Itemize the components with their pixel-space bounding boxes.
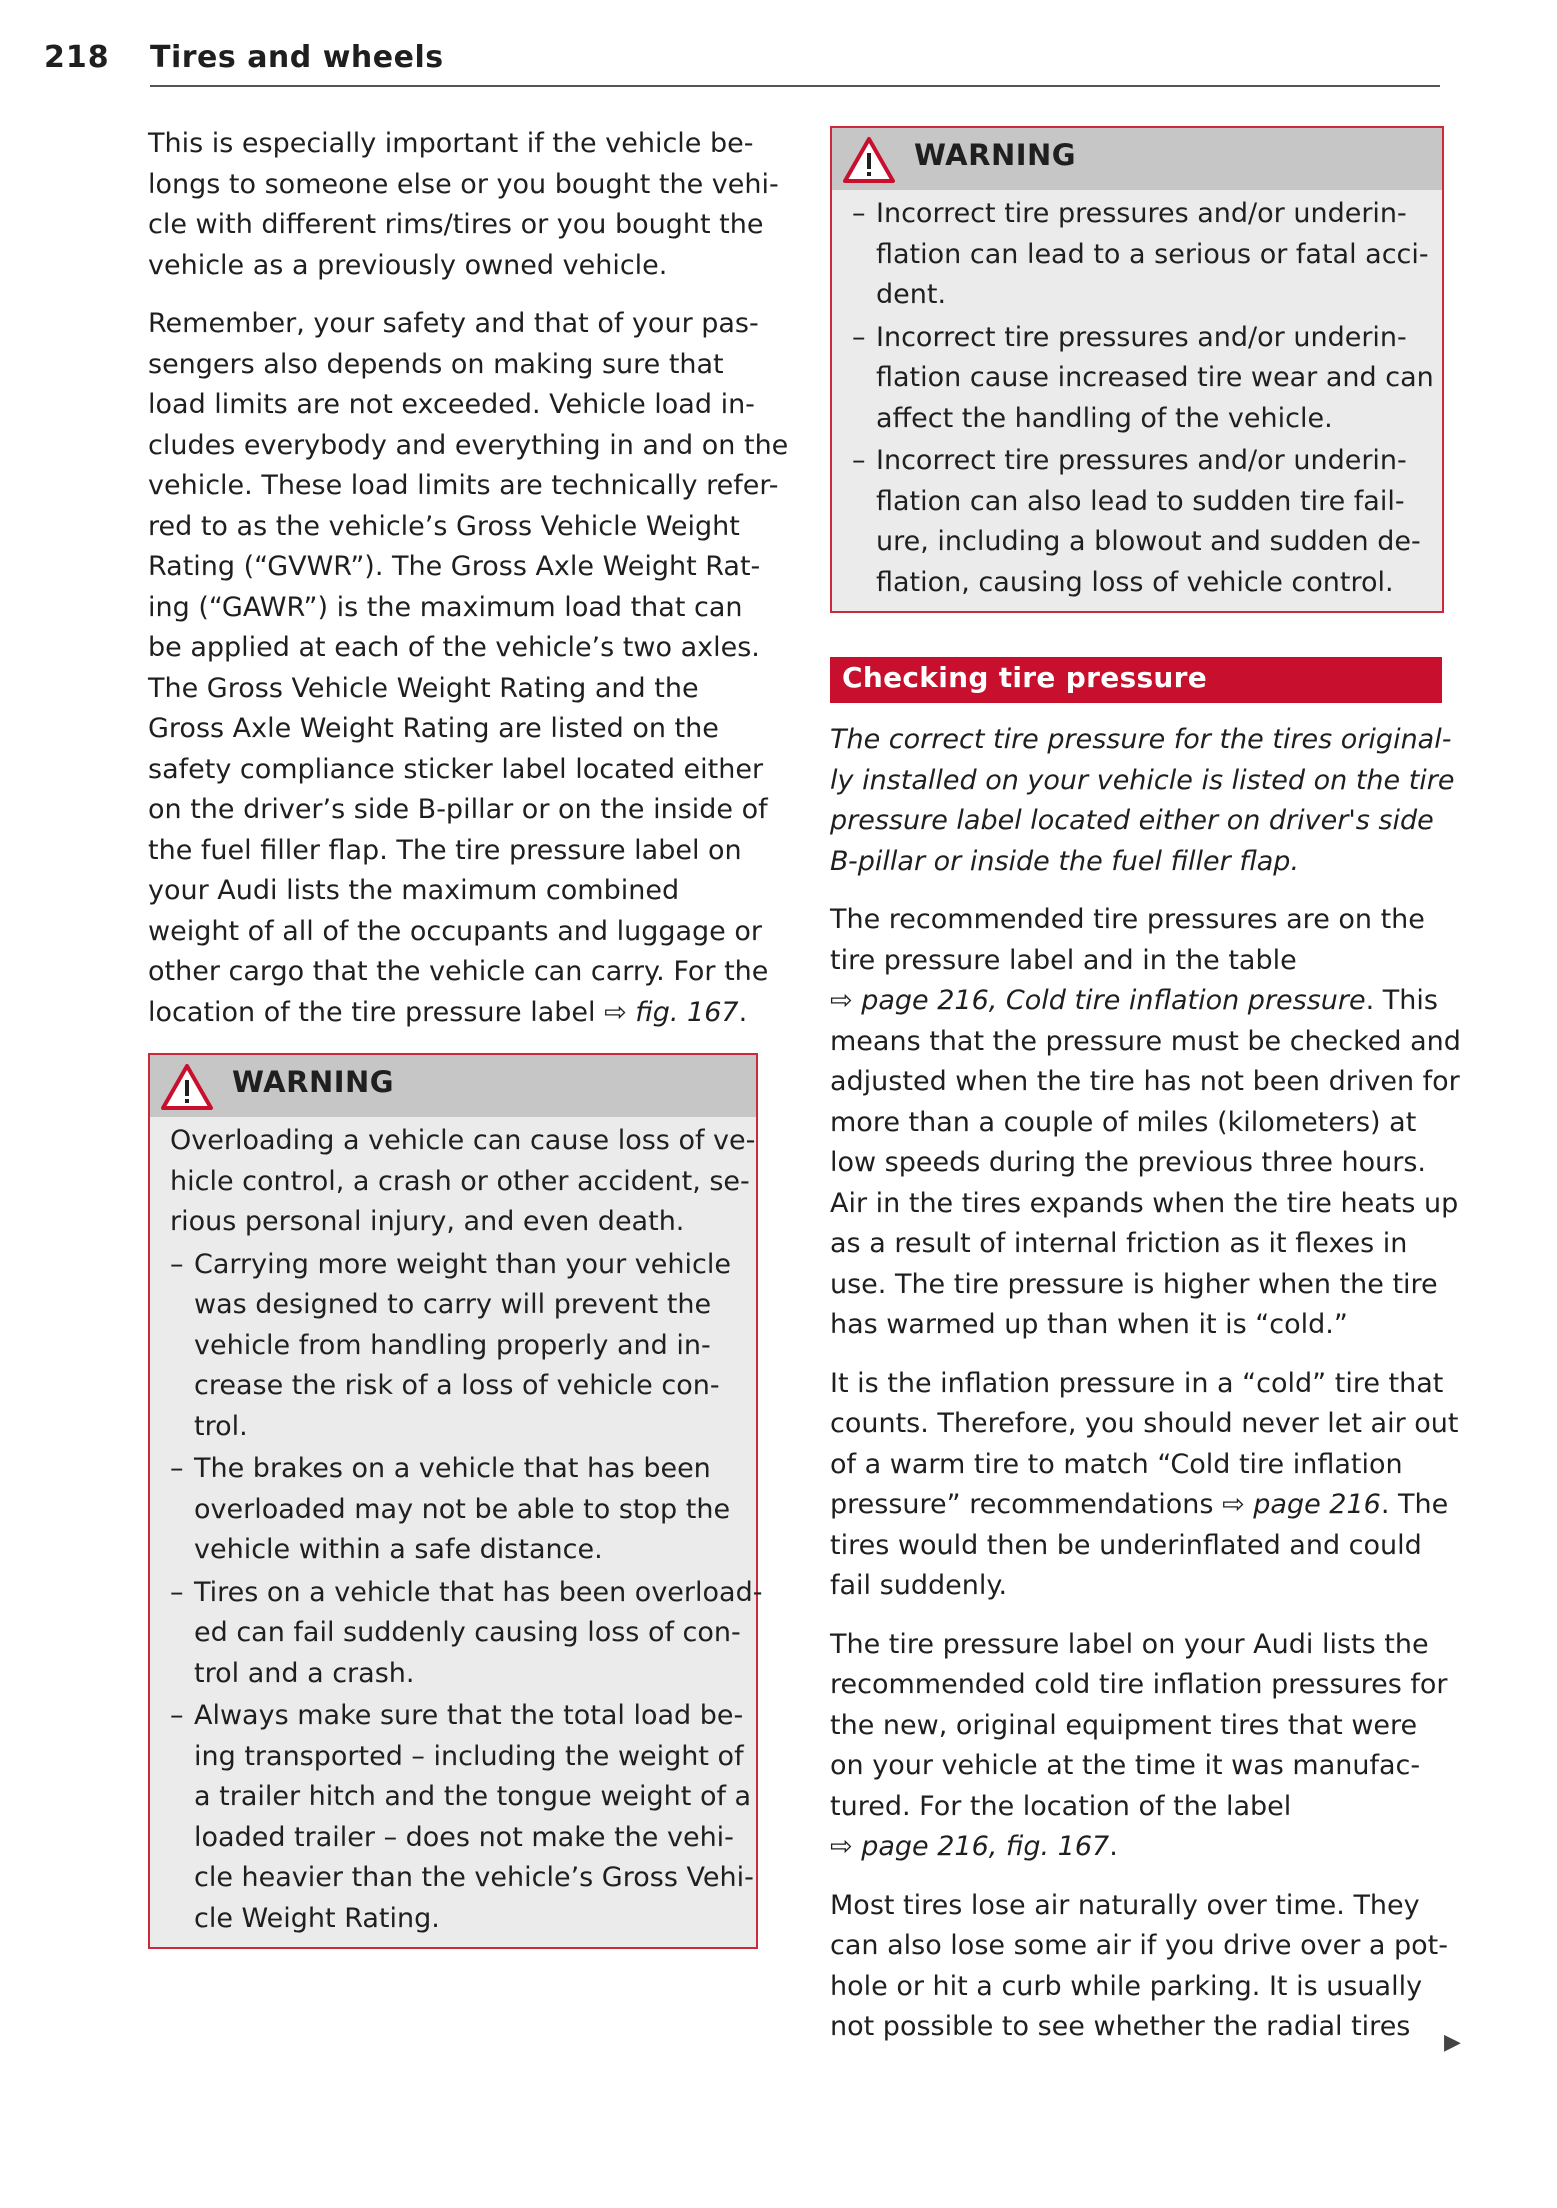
warning-box-overloading bbox=[148, 1053, 763, 1949]
warning-list bbox=[170, 1245, 763, 1940]
text-line bbox=[830, 1827, 1450, 1868]
section-heading: Checking tire pressure bbox=[842, 661, 1208, 694]
text-line: The correct tire pressure for the tires original- bbox=[830, 724, 1452, 755]
text-line: flation can lead to a serious or fatal acci- bbox=[876, 238, 1429, 270]
text-line: was designed to carry will prevent the bbox=[194, 1289, 712, 1320]
text-line: The tire pressure label on your Audi lists the bbox=[830, 1628, 1429, 1660]
text-line: on the driver’s side B-pillar or on the inside of bbox=[148, 794, 768, 825]
section-heading-bar bbox=[830, 657, 1442, 703]
text-line: ed can fail suddenly causing loss of con- bbox=[194, 1617, 741, 1648]
text-run: . This bbox=[1365, 985, 1438, 1016]
text-line: flation, causing loss of vehicle control. bbox=[876, 566, 1394, 598]
text-line: loaded trailer – does not make the vehi- bbox=[194, 1821, 734, 1853]
header-rule bbox=[150, 85, 1440, 87]
text-line: use. The tire pressure is higher when the tire bbox=[830, 1268, 1438, 1300]
text-line: counts. Therefore, you should never let air out bbox=[830, 1408, 1459, 1439]
text-run: . The bbox=[1380, 1489, 1449, 1520]
text-line: hicle control, a crash or other accident, se- bbox=[170, 1165, 750, 1197]
left-column bbox=[148, 124, 789, 1051]
list-item: – Always make sure that the total load be- ing transported – including the weight of a trailer hitch and the tongue weight of a loaded trailer – does not make the vehi- cle heavier than the vehicle’s Gross Vehi- cle Weight Rating. bbox=[170, 1696, 746, 1939]
text-line: sengers also depends on making sure that bbox=[148, 348, 724, 380]
text-line: vehicle as a previously owned vehicle. bbox=[148, 249, 668, 281]
text-line: has warmed up than when it is “cold.” bbox=[830, 1309, 1348, 1340]
text-line: pressure label located either on driver's side bbox=[830, 805, 1434, 836]
text-line: red to as the vehicle’s Gross Vehicle Weight bbox=[148, 510, 740, 542]
text-line: a trailer hitch and the tongue weight of a bbox=[194, 1781, 752, 1812]
warning-body bbox=[150, 1117, 763, 1947]
warning-list bbox=[852, 194, 1432, 603]
left-paragraph-1 bbox=[148, 124, 779, 286]
page-number: 218 bbox=[44, 40, 110, 75]
list-item: – Carrying more weight than your vehicle was designed to carry will prevent the vehicle from handling properly and in- crease the risk of a loss of vehicle con- trol. bbox=[170, 1245, 746, 1448]
continue-arrow-icon[interactable]: ▶ bbox=[1444, 2030, 1461, 2055]
warning-triangle-icon bbox=[160, 1063, 214, 1111]
warning-box-tire-pressure bbox=[830, 126, 1444, 613]
text-line: The recommended tire pressures are on the bbox=[830, 904, 1425, 935]
warning-title: WARNING bbox=[914, 138, 1077, 172]
text-line: low speeds during the previous three hours. bbox=[830, 1147, 1427, 1178]
page-header bbox=[44, 40, 1440, 88]
text-line: be applied at each of the vehicle’s two axles. bbox=[148, 632, 760, 663]
text-line: overloaded may not be able to stop the bbox=[194, 1493, 731, 1525]
text-line: ing (“GAWR”) is the maximum load that can bbox=[148, 591, 743, 623]
text-line: as a result of internal friction as it flexes in bbox=[830, 1228, 1408, 1259]
page-reference-link[interactable]: ⇨ page 216, fig. 167 bbox=[830, 1831, 1110, 1862]
text-line: cludes everybody and everything in and on the bbox=[148, 429, 789, 461]
text-line: trol. bbox=[194, 1410, 248, 1442]
text-line: Rating (“GVWR”). The Gross Axle Weight Rat- bbox=[148, 551, 761, 582]
text-line: tire pressure label and in the table bbox=[830, 944, 1297, 976]
right-paragraph-1 bbox=[830, 900, 1461, 1346]
text-line: of a warm tire to match “Cold tire inflation bbox=[830, 1448, 1403, 1480]
text-line: other cargo that the vehicle can carry. For the bbox=[148, 956, 769, 987]
text-line: recommended cold tire inflation pressures for bbox=[830, 1669, 1448, 1700]
text-line: vehicle from handling properly and in- bbox=[194, 1329, 711, 1361]
text-line: not possible to see whether the radial tires bbox=[830, 2011, 1411, 2042]
text-line: Incorrect tire pressures and/or underin- bbox=[876, 321, 1407, 353]
warning-intro bbox=[170, 1121, 756, 1243]
text-line: Air in the tires expands when the tire heats up bbox=[830, 1187, 1459, 1219]
right-paragraph-4 bbox=[830, 1886, 1450, 2048]
text-line: fail suddenly. bbox=[830, 1570, 1008, 1601]
text-line: Carrying more weight than your vehicle bbox=[194, 1248, 731, 1280]
text-line: load limits are not exceeded. Vehicle load in- bbox=[148, 389, 755, 420]
text-line: ly installed on your vehicle is listed on the tire bbox=[830, 764, 1455, 796]
list-item: – Incorrect tire pressures and/or underin- flation can lead to a serious or fatal acci- dent. bbox=[852, 194, 1432, 316]
list-item: – Incorrect tire pressures and/or underin- flation can also lead to sudden tire fail- ure, including a blowout and sudden de- flation, causing loss of vehicle control. bbox=[852, 441, 1432, 603]
right-paragraph-2 bbox=[830, 1364, 1459, 1607]
text-line: tires would then be underinflated and could bbox=[830, 1529, 1422, 1561]
text-line: cle heavier than the vehicle’s Gross Vehi- bbox=[194, 1862, 754, 1893]
text-line: The brakes on a vehicle that has been bbox=[194, 1453, 711, 1484]
text-run: . bbox=[738, 996, 748, 1028]
text-line bbox=[148, 993, 758, 1034]
text-line: more than a couple of miles (kilometers) at bbox=[830, 1106, 1417, 1138]
text-line: The Gross Vehicle Weight Rating and the bbox=[148, 672, 699, 704]
warning-header bbox=[150, 1055, 756, 1117]
text-line: means that the pressure must be checked and bbox=[830, 1025, 1461, 1057]
text-line bbox=[830, 1485, 1450, 1526]
text-line: rious personal injury, and even death. bbox=[170, 1206, 685, 1237]
text-line: affect the handling of the vehicle. bbox=[876, 402, 1333, 434]
text-line: can also lose some air if you drive over a pot- bbox=[830, 1930, 1448, 1961]
text-line: Most tires lose air naturally over time. They bbox=[830, 1889, 1420, 1921]
text-line: ing transported – including the weight of bbox=[194, 1740, 744, 1772]
text-line: Incorrect tire pressures and/or underin- bbox=[876, 198, 1407, 229]
text-line: weight of all of the occupants and luggage or bbox=[148, 915, 762, 947]
text-line: B-pillar or inside the fuel filler flap. bbox=[830, 845, 1300, 877]
text-line: cle with different rims/tires or you bought the bbox=[148, 209, 764, 240]
text-line: trol and a crash. bbox=[194, 1657, 415, 1689]
text-line: Always make sure that the total load be- bbox=[194, 1700, 744, 1731]
list-item: – The brakes on a vehicle that has been overloaded may not be able to stop the vehicle within a safe distance. bbox=[170, 1449, 746, 1571]
text-line: crease the risk of a loss of vehicle con- bbox=[194, 1370, 720, 1401]
text-line: flation can also lead to sudden tire fail- bbox=[876, 485, 1405, 517]
page-reference-link[interactable]: ⇨ page 216, Cold tire inflation pressure bbox=[830, 985, 1366, 1016]
text-line: hole or hit a curb while parking. It is usually bbox=[830, 1970, 1423, 2002]
left-paragraph-2 bbox=[148, 304, 789, 1033]
text-line: on your vehicle at the time it was manufac- bbox=[830, 1750, 1421, 1781]
text-line: It is the inflation pressure in a “cold” tire that bbox=[830, 1367, 1444, 1399]
warning-body bbox=[832, 190, 1442, 611]
text-line: Remember, your safety and that of your pas- bbox=[148, 308, 759, 339]
text-line: Incorrect tire pressures and/or underin- bbox=[876, 445, 1407, 476]
text-line: cle Weight Rating. bbox=[194, 1902, 440, 1934]
page-reference-link[interactable]: ⇨ page 216 bbox=[1222, 1489, 1381, 1520]
right-column-body bbox=[830, 720, 1461, 2066]
section-title: Tires and wheels bbox=[150, 40, 444, 75]
right-paragraph-3 bbox=[830, 1625, 1450, 1868]
text-line: Tires on a vehicle that has been overload- bbox=[194, 1576, 763, 1608]
text-line: safety compliance sticker label located either bbox=[148, 753, 764, 785]
text-line: the new, original equipment tires that were bbox=[830, 1709, 1418, 1741]
text-line: vehicle within a safe distance. bbox=[194, 1534, 603, 1565]
text-line: longs to someone else or you bought the vehi- bbox=[148, 168, 779, 200]
figure-reference-link[interactable]: ⇨ fig. 167 bbox=[604, 996, 739, 1028]
text-line: dent. bbox=[876, 279, 947, 310]
text-line: ure, including a blowout and sudden de- bbox=[876, 526, 1421, 557]
text-line: This is especially important if the vehicle be- bbox=[148, 128, 754, 159]
warning-triangle-icon bbox=[842, 136, 896, 184]
text-run: location of the tire pressure label bbox=[148, 996, 605, 1028]
list-item: – Incorrect tire pressures and/or underin- flation cause increased tire wear and can affect the handling of the vehicle. bbox=[852, 318, 1432, 440]
text-line: vehicle. These load limits are technically refer- bbox=[148, 470, 779, 501]
text-line: Gross Axle Weight Rating are listed on the bbox=[148, 713, 719, 744]
text-run: pressure” recommendations bbox=[830, 1489, 1223, 1520]
text-line: your Audi lists the maximum combined bbox=[148, 875, 680, 906]
warning-header bbox=[832, 128, 1442, 190]
text-line: tured. For the location of the label bbox=[830, 1790, 1292, 1822]
text-run: . bbox=[1109, 1831, 1118, 1862]
text-line: the fuel filler flap. The tire pressure label on bbox=[148, 834, 742, 866]
list-item: – Tires on a vehicle that has been overload- ed can fail suddenly causing loss of con- trol and a crash. bbox=[170, 1573, 746, 1695]
text-line: Overloading a vehicle can cause loss of ve- bbox=[170, 1125, 756, 1156]
text-line: flation cause increased tire wear and can bbox=[876, 362, 1434, 393]
section-intro bbox=[830, 720, 1455, 882]
text-line bbox=[830, 981, 1450, 1022]
warning-title: WARNING bbox=[232, 1065, 395, 1099]
text-line: adjusted when the tire has not been driven for bbox=[830, 1066, 1460, 1097]
